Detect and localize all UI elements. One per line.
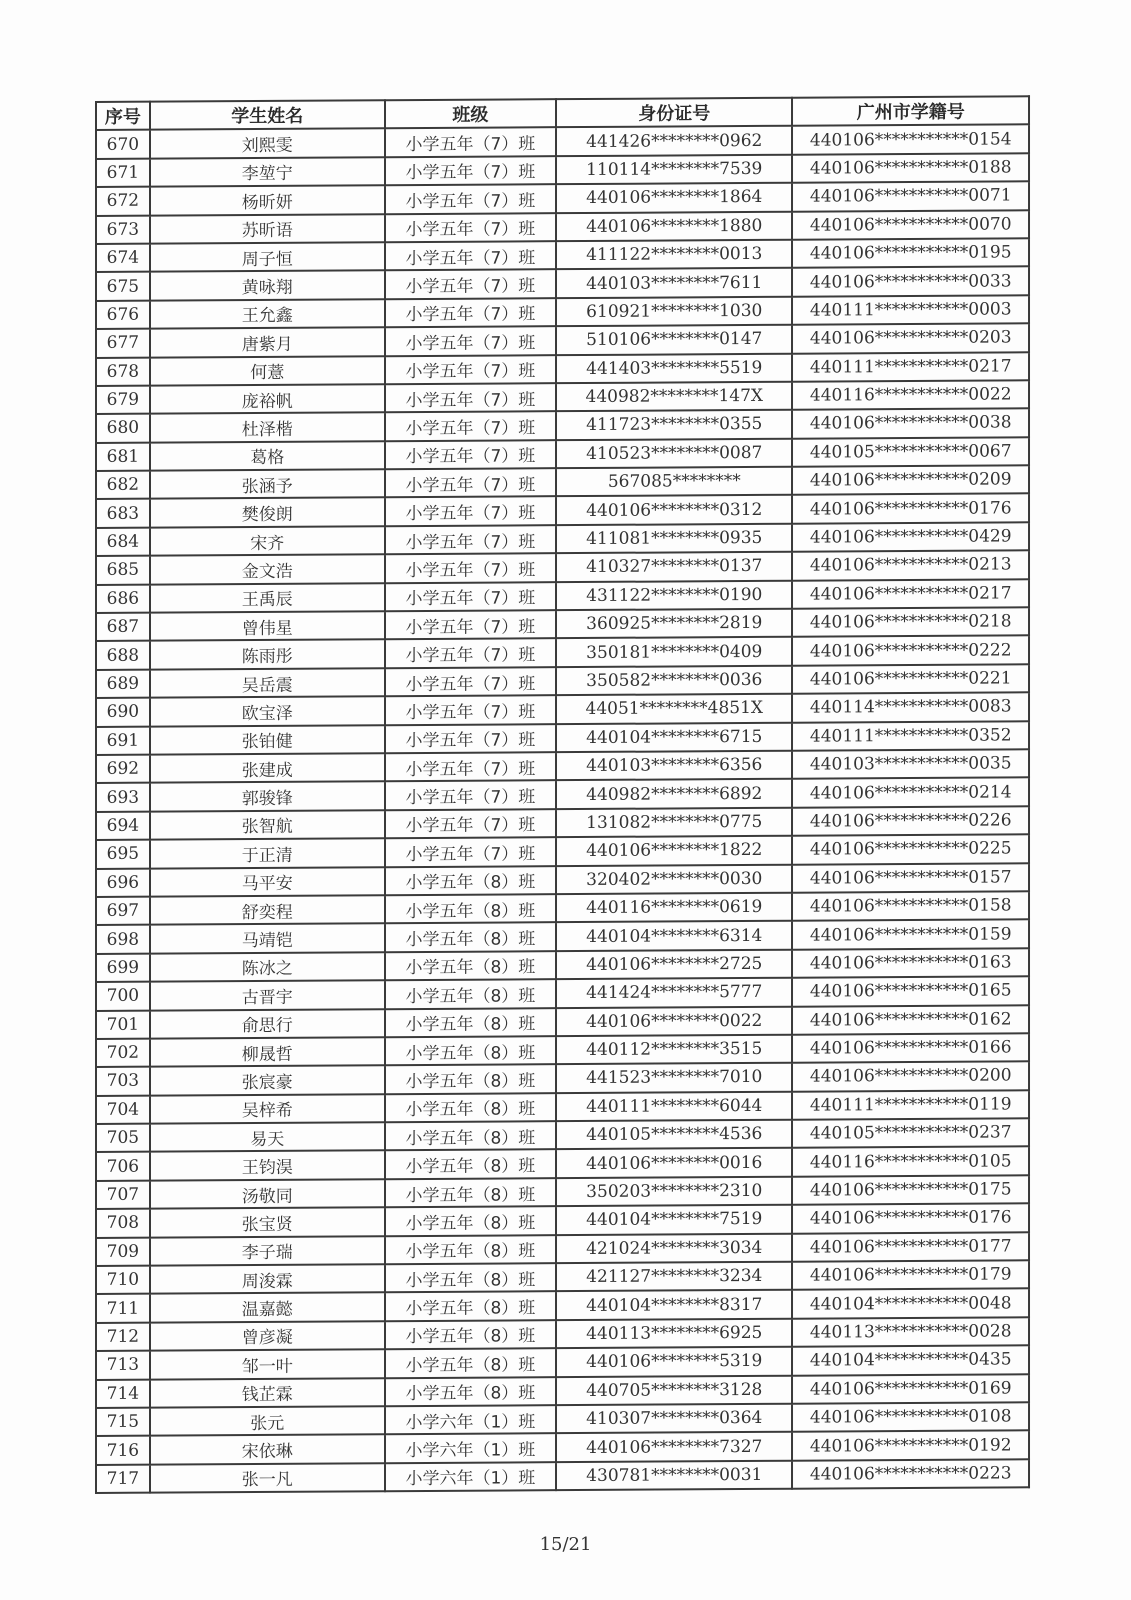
student-name: 欧宝泽 <box>150 696 385 726</box>
row-index: 714 <box>96 1379 150 1408</box>
id-number: 440104********6715 <box>556 722 792 752</box>
student-name: 金文浩 <box>150 554 385 584</box>
student-name: 周浚霖 <box>150 1264 385 1294</box>
class-name: 小学六年（1）班 <box>385 1405 556 1434</box>
id-number: 441523********7010 <box>556 1063 792 1093</box>
id-number: 440111********6044 <box>556 1091 792 1121</box>
id-number: 440104********8317 <box>556 1290 792 1320</box>
student-name: 张元 <box>150 1406 385 1436</box>
registry-number: 440106***********0175 <box>792 1175 1029 1205</box>
id-number: 410327********0137 <box>556 552 792 582</box>
student-name: 舒奕程 <box>150 895 385 925</box>
class-name: 小学五年（7）班 <box>385 128 556 157</box>
student-name: 陈雨彤 <box>150 640 385 670</box>
row-index: 715 <box>96 1408 150 1437</box>
student-name: 葛格 <box>150 441 385 471</box>
id-number: 440105********4536 <box>556 1120 792 1150</box>
registry-number: 440106***********0070 <box>792 210 1029 240</box>
id-number: 440113********6925 <box>556 1319 792 1349</box>
registry-number: 440111***********0352 <box>792 721 1029 751</box>
class-name: 小学五年（7）班 <box>385 411 556 440</box>
id-number: 440106********1822 <box>556 836 792 866</box>
student-name: 刘熙雯 <box>150 129 385 159</box>
registry-number: 440106***********0429 <box>792 522 1029 552</box>
student-name: 樊俊朗 <box>150 498 385 528</box>
class-name: 小学五年（8）班 <box>385 951 556 980</box>
id-number: 44051********4851X <box>556 694 792 724</box>
student-name: 王禹辰 <box>150 583 385 613</box>
registry-number: 440106***********0154 <box>792 125 1029 155</box>
id-number: 567085******** <box>556 467 792 497</box>
row-index: 695 <box>96 840 150 869</box>
id-number: 350203********2310 <box>556 1177 792 1207</box>
id-number: 440104********6314 <box>556 921 792 951</box>
row-index: 699 <box>96 953 150 982</box>
row-index: 692 <box>96 755 150 784</box>
id-number: 421127********3234 <box>556 1262 792 1292</box>
row-index: 708 <box>96 1209 150 1238</box>
row-index: 686 <box>96 584 150 613</box>
class-name: 小学五年（8）班 <box>385 1235 556 1264</box>
id-number: 440982********147X <box>556 382 792 412</box>
row-index: 704 <box>96 1095 150 1124</box>
row-index: 712 <box>96 1322 150 1351</box>
registry-number: 440106***********0225 <box>792 834 1029 864</box>
class-name: 小学六年（1）班 <box>385 1434 556 1463</box>
id-number: 440103********6356 <box>556 751 792 781</box>
row-index: 685 <box>96 556 150 585</box>
student-name: 唐紫月 <box>150 327 385 357</box>
registry-number: 440106***********0165 <box>792 976 1029 1006</box>
id-number: 440112********3515 <box>556 1035 792 1065</box>
row-index: 716 <box>96 1436 150 1465</box>
id-number: 441424********5777 <box>556 978 792 1008</box>
row-index: 681 <box>96 442 150 471</box>
row-index: 700 <box>96 982 150 1011</box>
id-number: 320402********0030 <box>556 864 792 894</box>
id-number: 440106********0022 <box>556 1006 792 1036</box>
registry-number: 440106***********0071 <box>792 181 1029 211</box>
student-name: 苏昕语 <box>150 214 385 244</box>
class-name: 小学五年（7）班 <box>385 752 556 781</box>
student-name: 马靖铠 <box>150 924 385 954</box>
id-number: 440106********0016 <box>556 1148 792 1178</box>
row-index: 711 <box>96 1294 150 1323</box>
class-name: 小学五年（8）班 <box>385 1093 556 1122</box>
student-name: 宋依琳 <box>150 1435 385 1465</box>
registry-number: 440106***********0163 <box>792 948 1029 978</box>
id-number: 430781********0031 <box>556 1460 792 1490</box>
registry-number: 440104***********0048 <box>792 1289 1029 1319</box>
class-name: 小学五年（8）班 <box>385 1263 556 1292</box>
registry-number: 440106***********0200 <box>792 1062 1029 1092</box>
registry-number: 440106***********0217 <box>792 579 1029 609</box>
student-name: 曾伟星 <box>150 611 385 641</box>
registry-number: 440106***********0038 <box>792 409 1029 439</box>
row-index: 694 <box>96 811 150 840</box>
class-name: 小学五年（7）班 <box>385 355 556 384</box>
student-name: 王钧淏 <box>150 1151 385 1181</box>
row-index: 676 <box>96 300 150 329</box>
student-name: 郭骏锋 <box>150 782 385 812</box>
student-name: 王允鑫 <box>150 299 385 329</box>
registry-number: 440106***********0218 <box>792 607 1029 637</box>
registry-number: 440103***********0035 <box>792 749 1029 779</box>
id-number: 610921********1030 <box>556 296 792 326</box>
student-name: 张涵予 <box>150 469 385 499</box>
registry-number: 440106***********0166 <box>792 1033 1029 1063</box>
registry-number: 440106***********0157 <box>792 863 1029 893</box>
row-index: 673 <box>96 215 150 244</box>
student-name: 张铂健 <box>150 725 385 755</box>
registry-number: 440106***********0177 <box>792 1232 1029 1262</box>
id-number: 421024********3034 <box>556 1233 792 1263</box>
registry-number: 440106***********0169 <box>792 1374 1029 1404</box>
class-name: 小学五年（7）班 <box>385 497 556 526</box>
registry-number: 440116***********0022 <box>792 380 1029 410</box>
registry-number: 440105***********0237 <box>792 1118 1029 1148</box>
header-id-number: 身份证号 <box>556 98 792 128</box>
student-name: 陈冰之 <box>150 952 385 982</box>
class-name: 小学五年（7）班 <box>385 298 556 327</box>
student-name: 张一凡 <box>150 1463 385 1493</box>
id-number: 360925********2819 <box>556 609 792 639</box>
row-index: 697 <box>96 897 150 926</box>
class-name: 小学五年（8）班 <box>385 979 556 1008</box>
id-number: 411122********0013 <box>556 240 792 270</box>
id-number: 410307********0364 <box>556 1404 792 1434</box>
registry-number: 440111***********0003 <box>792 295 1029 325</box>
table-row <box>96 1459 1029 1493</box>
id-number: 440106********0312 <box>556 495 792 525</box>
row-index: 713 <box>96 1351 150 1380</box>
row-index: 706 <box>96 1152 150 1181</box>
class-name: 小学五年（8）班 <box>385 1008 556 1037</box>
student-name: 于正清 <box>150 838 385 868</box>
registry-number: 440106***********0033 <box>792 267 1029 297</box>
id-number: 440104********7519 <box>556 1205 792 1235</box>
id-number: 440106********1864 <box>556 183 792 213</box>
student-name: 钱芷霖 <box>150 1378 385 1408</box>
registry-number: 440105***********0067 <box>792 437 1029 467</box>
registry-number: 440106***********0222 <box>792 636 1029 666</box>
id-number: 411081********0935 <box>556 524 792 554</box>
row-index: 687 <box>96 613 150 642</box>
row-index: 683 <box>96 499 150 528</box>
registry-number: 440106***********0192 <box>792 1431 1029 1461</box>
registry-number: 440114***********0083 <box>792 692 1029 722</box>
class-name: 小学五年（7）班 <box>385 440 556 469</box>
class-name: 小学五年（8）班 <box>385 1348 556 1377</box>
table-body <box>96 125 1029 1493</box>
class-name: 小学五年（7）班 <box>385 156 556 185</box>
student-name: 何薏 <box>150 356 385 386</box>
row-index: 679 <box>96 386 150 415</box>
student-name: 曾彦凝 <box>150 1321 385 1351</box>
student-name: 马平安 <box>150 867 385 897</box>
student-name: 杨昕妍 <box>150 185 385 215</box>
student-name: 黄咏翔 <box>150 271 385 301</box>
class-name: 小学六年（1）班 <box>385 1462 556 1491</box>
page-number: 15/21 <box>539 1534 592 1555</box>
id-number: 440106********1880 <box>556 211 792 241</box>
row-index: 702 <box>96 1039 150 1068</box>
class-name: 小学五年（8）班 <box>385 1320 556 1349</box>
row-index: 678 <box>96 357 150 386</box>
class-name: 小学五年（7）班 <box>385 213 556 242</box>
student-name: 张宝贤 <box>150 1207 385 1237</box>
registry-number: 440106***********0203 <box>792 323 1029 353</box>
registry-number: 440111***********0119 <box>792 1090 1029 1120</box>
class-name: 小学五年（7）班 <box>385 270 556 299</box>
registry-number: 440106***********0162 <box>792 1005 1029 1035</box>
row-index: 701 <box>96 1010 150 1039</box>
student-name: 柳晟哲 <box>150 1037 385 1067</box>
student-name: 温嘉懿 <box>150 1293 385 1323</box>
class-name: 小学五年（8）班 <box>385 1150 556 1179</box>
class-name: 小学五年（7）班 <box>385 667 556 696</box>
id-number: 440705********3128 <box>556 1375 792 1405</box>
class-name: 小学五年（8）班 <box>385 1064 556 1093</box>
row-index: 682 <box>96 471 150 500</box>
row-index: 674 <box>96 244 150 273</box>
class-name: 小学五年（7）班 <box>385 695 556 724</box>
student-name: 周子恒 <box>150 242 385 272</box>
registry-number: 440106***********0108 <box>792 1402 1029 1432</box>
id-number: 440103********7611 <box>556 268 792 298</box>
id-number: 440106********2725 <box>556 949 792 979</box>
id-number: 350181********0409 <box>556 637 792 667</box>
id-number: 350582********0036 <box>556 666 792 696</box>
row-index: 689 <box>96 669 150 698</box>
registry-number: 440106***********0176 <box>792 1204 1029 1234</box>
class-name: 小学五年（7）班 <box>385 184 556 213</box>
student-name: 古晋宇 <box>150 980 385 1010</box>
class-name: 小学五年（7）班 <box>385 553 556 582</box>
registry-number: 440106***********0223 <box>792 1459 1029 1489</box>
student-roster-table <box>95 95 1030 1494</box>
class-name: 小学五年（7）班 <box>385 383 556 412</box>
class-name: 小学五年（8）班 <box>385 1377 556 1406</box>
registry-number: 440116***********0105 <box>792 1147 1029 1177</box>
registry-number: 440106***********0188 <box>792 153 1029 183</box>
row-index: 690 <box>96 698 150 727</box>
class-name: 小学五年（7）班 <box>385 326 556 355</box>
header-index: 序号 <box>96 102 150 131</box>
student-name: 杜泽楷 <box>150 413 385 443</box>
row-index: 710 <box>96 1266 150 1295</box>
registry-number: 440104***********0435 <box>792 1345 1029 1375</box>
student-name: 吴岳震 <box>150 668 385 698</box>
class-name: 小学五年（8）班 <box>385 1292 556 1321</box>
registry-number: 440106***********0195 <box>792 238 1029 268</box>
student-name: 李子瑞 <box>150 1236 385 1266</box>
student-name: 庞裕帆 <box>150 384 385 414</box>
row-index: 705 <box>96 1124 150 1153</box>
row-index: 684 <box>96 528 150 557</box>
class-name: 小学五年（7）班 <box>385 468 556 497</box>
id-number: 410523********0087 <box>556 438 792 468</box>
row-index: 709 <box>96 1237 150 1266</box>
registry-number: 440106***********0213 <box>792 551 1029 581</box>
student-name: 邹一叶 <box>150 1349 385 1379</box>
row-index: 707 <box>96 1180 150 1209</box>
class-name: 小学五年（7）班 <box>385 724 556 753</box>
row-index: 698 <box>96 925 150 954</box>
registry-number: 440113***********0028 <box>792 1317 1029 1347</box>
student-name: 易天 <box>150 1122 385 1152</box>
registry-number: 440106***********0209 <box>792 465 1029 495</box>
registry-number: 440106***********0158 <box>792 891 1029 921</box>
class-name: 小学五年（7）班 <box>385 525 556 554</box>
student-name: 李堃宁 <box>150 157 385 187</box>
row-index: 677 <box>96 329 150 358</box>
class-name: 小学五年（8）班 <box>385 894 556 923</box>
row-index: 696 <box>96 868 150 897</box>
id-number: 431122********0190 <box>556 580 792 610</box>
class-name: 小学五年（8）班 <box>385 1036 556 1065</box>
student-name: 张宸豪 <box>150 1065 385 1095</box>
header-class: 班级 <box>385 99 556 128</box>
id-number: 440982********6892 <box>556 779 792 809</box>
row-index: 693 <box>96 783 150 812</box>
registry-number: 440106***********0179 <box>792 1260 1029 1290</box>
class-name: 小学五年（7）班 <box>385 582 556 611</box>
class-name: 小学五年（7）班 <box>385 781 556 810</box>
registry-number: 440111***********0217 <box>792 352 1029 382</box>
class-name: 小学五年（7）班 <box>385 809 556 838</box>
id-number: 440106********7327 <box>556 1432 792 1462</box>
class-name: 小学五年（8）班 <box>385 1178 556 1207</box>
id-number: 131082********0775 <box>556 807 792 837</box>
class-name: 小学五年（7）班 <box>385 241 556 270</box>
student-name: 吴梓希 <box>150 1094 385 1124</box>
row-index: 680 <box>96 414 150 443</box>
registry-number: 440106***********0159 <box>792 920 1029 950</box>
header-student-registry-number: 广州市学籍号 <box>792 96 1029 126</box>
row-index: 672 <box>96 187 150 216</box>
id-number: 440106********5319 <box>556 1347 792 1377</box>
id-number: 411723********0355 <box>556 410 792 440</box>
student-name: 宋齐 <box>150 526 385 556</box>
header-student-name: 学生姓名 <box>150 100 385 130</box>
row-index: 717 <box>96 1464 150 1493</box>
class-name: 小学五年（7）班 <box>385 837 556 866</box>
student-name: 俞思行 <box>150 1009 385 1039</box>
id-number: 441426********0962 <box>556 126 792 156</box>
id-number: 510106********0147 <box>556 325 792 355</box>
id-number: 110114********7539 <box>556 155 792 185</box>
registry-number: 440106***********0214 <box>792 778 1029 808</box>
id-number: 441403********5519 <box>556 353 792 383</box>
id-number: 440116********0619 <box>556 893 792 923</box>
class-name: 小学五年（7）班 <box>385 639 556 668</box>
student-name: 汤敬同 <box>150 1179 385 1209</box>
registry-number: 440106***********0226 <box>792 806 1029 836</box>
class-name: 小学五年（8）班 <box>385 922 556 951</box>
row-index: 675 <box>96 272 150 301</box>
registry-number: 440106***********0176 <box>792 494 1029 524</box>
class-name: 小学五年（7）班 <box>385 610 556 639</box>
row-index: 703 <box>96 1067 150 1096</box>
registry-number: 440106***********0221 <box>792 664 1029 694</box>
row-index: 691 <box>96 726 150 755</box>
row-index: 688 <box>96 641 150 670</box>
row-index: 671 <box>96 158 150 187</box>
class-name: 小学五年（8）班 <box>385 1206 556 1235</box>
student-name: 张智航 <box>150 810 385 840</box>
student-name: 张建成 <box>150 753 385 783</box>
class-name: 小学五年（8）班 <box>385 1121 556 1150</box>
row-index: 670 <box>96 130 150 159</box>
class-name: 小学五年（8）班 <box>385 866 556 895</box>
